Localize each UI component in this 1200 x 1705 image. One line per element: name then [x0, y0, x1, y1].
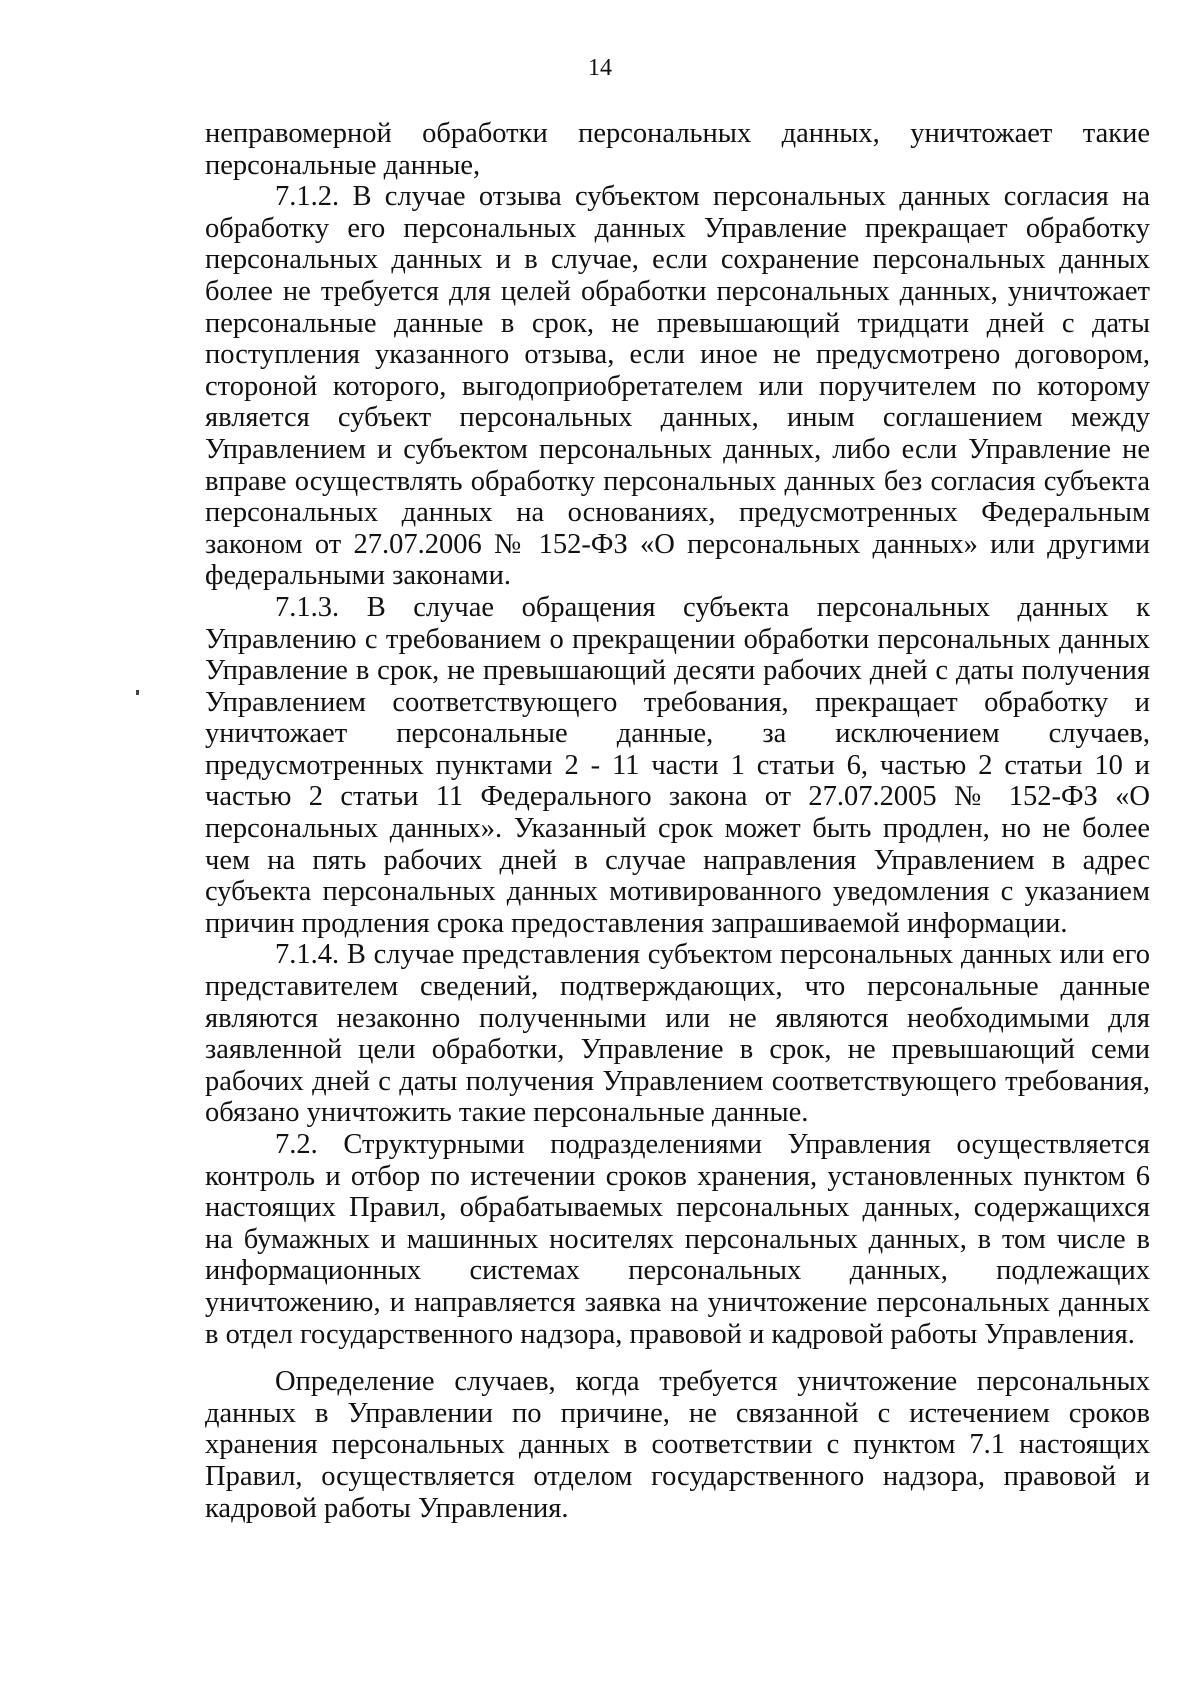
page-number: 14	[588, 55, 612, 81]
paragraph-7-1-4: 7.1.4. В случае представления субъектом персональных данных или его представителем сведений, подтверждающих, что персональные данные являются незаконно полученными или не являются необходимыми для заявленной цели обработки, Управление в срок, не превышающий семи рабочих дней с даты получения Управлением соответствующего требования, обязано уничтожить такие персональные данные.	[205, 939, 1150, 1129]
paragraph-definition: Определение случаев, когда требуется уничтожение персональных данных в Управлении по причине, не связанной с истечением сроков хранения персональных данных в соответствии с пунктом 7.1 настоящих Правил, осуществляется отделом государственного надзора, правовой и кадровой работы Управления.	[205, 1366, 1150, 1524]
paragraph-continuation: неправомерной обработки персональных данных, уничтожает такие персональные данные,	[205, 118, 1150, 181]
paragraph-7-2: 7.2. Структурными подразделениями Управления осуществляется контроль и отбор по истечении сроков хранения, установленных пунктом 6 настоящих Правил, обрабатываемых персональных данных, содержащихся на бумажных и машинных носителях персональных данных, в том числе в информационных системах персональных данных, подлежащих уничтожению, и направляется заявка на уничтожение персональных данных в отдел государственного надзора, правовой и кадровой работы Управления.	[205, 1129, 1150, 1350]
paragraph-7-1-2: 7.1.2. В случае отзыва субъектом персональных данных согласия на обработку его персональных данных Управление прекращает обработку персональных данных и в случае, если сохранение персональных данных более не требуется для целей обработки персональных данных, уничтожает персональные данные в срок, не превышающий тридцати дней с даты поступления указанного отзыва, если иное не предусмотрено договором, стороной которого, выгодоприобретателем или поручителем по которому является субъект персональных данных, иным соглашением между Управлением и субъектом персональных данных, либо если Управление не вправе осуществлять обработку персональных данных без согласия субъекта персональных данных на основаниях, предусмотренных Федеральным законом от 27.07.2006 № 152-ФЗ «О персональных данных» или другими федеральными законами.	[205, 181, 1150, 592]
scan-speck	[136, 690, 139, 695]
document-body	[205, 118, 1150, 1524]
paragraph-7-1-3: 7.1.3. В случае обращения субъекта персональных данных к Управлению с требованием о прекращении обработки персональных данных Управление в срок, не превышающий десяти рабочих дней с даты получения Управлением соответствующего требования, прекращает обработку и уничтожает персональные данные, за исключением случаев, предусмотренных пунктами 2 - 11 части 1 статьи 6, частью 2 статьи 10 и частью 2 статьи 11 Федерального закона от 27.07.2005 № 152-ФЗ «О персональных данных». Указанный срок может быть продлен, но не более чем на пять рабочих дней в случае направления Управлением в адрес субъекта персональных данных мотивированного уведомления с указанием причин продления срока предоставления запрашиваемой информации.	[205, 591, 1150, 939]
